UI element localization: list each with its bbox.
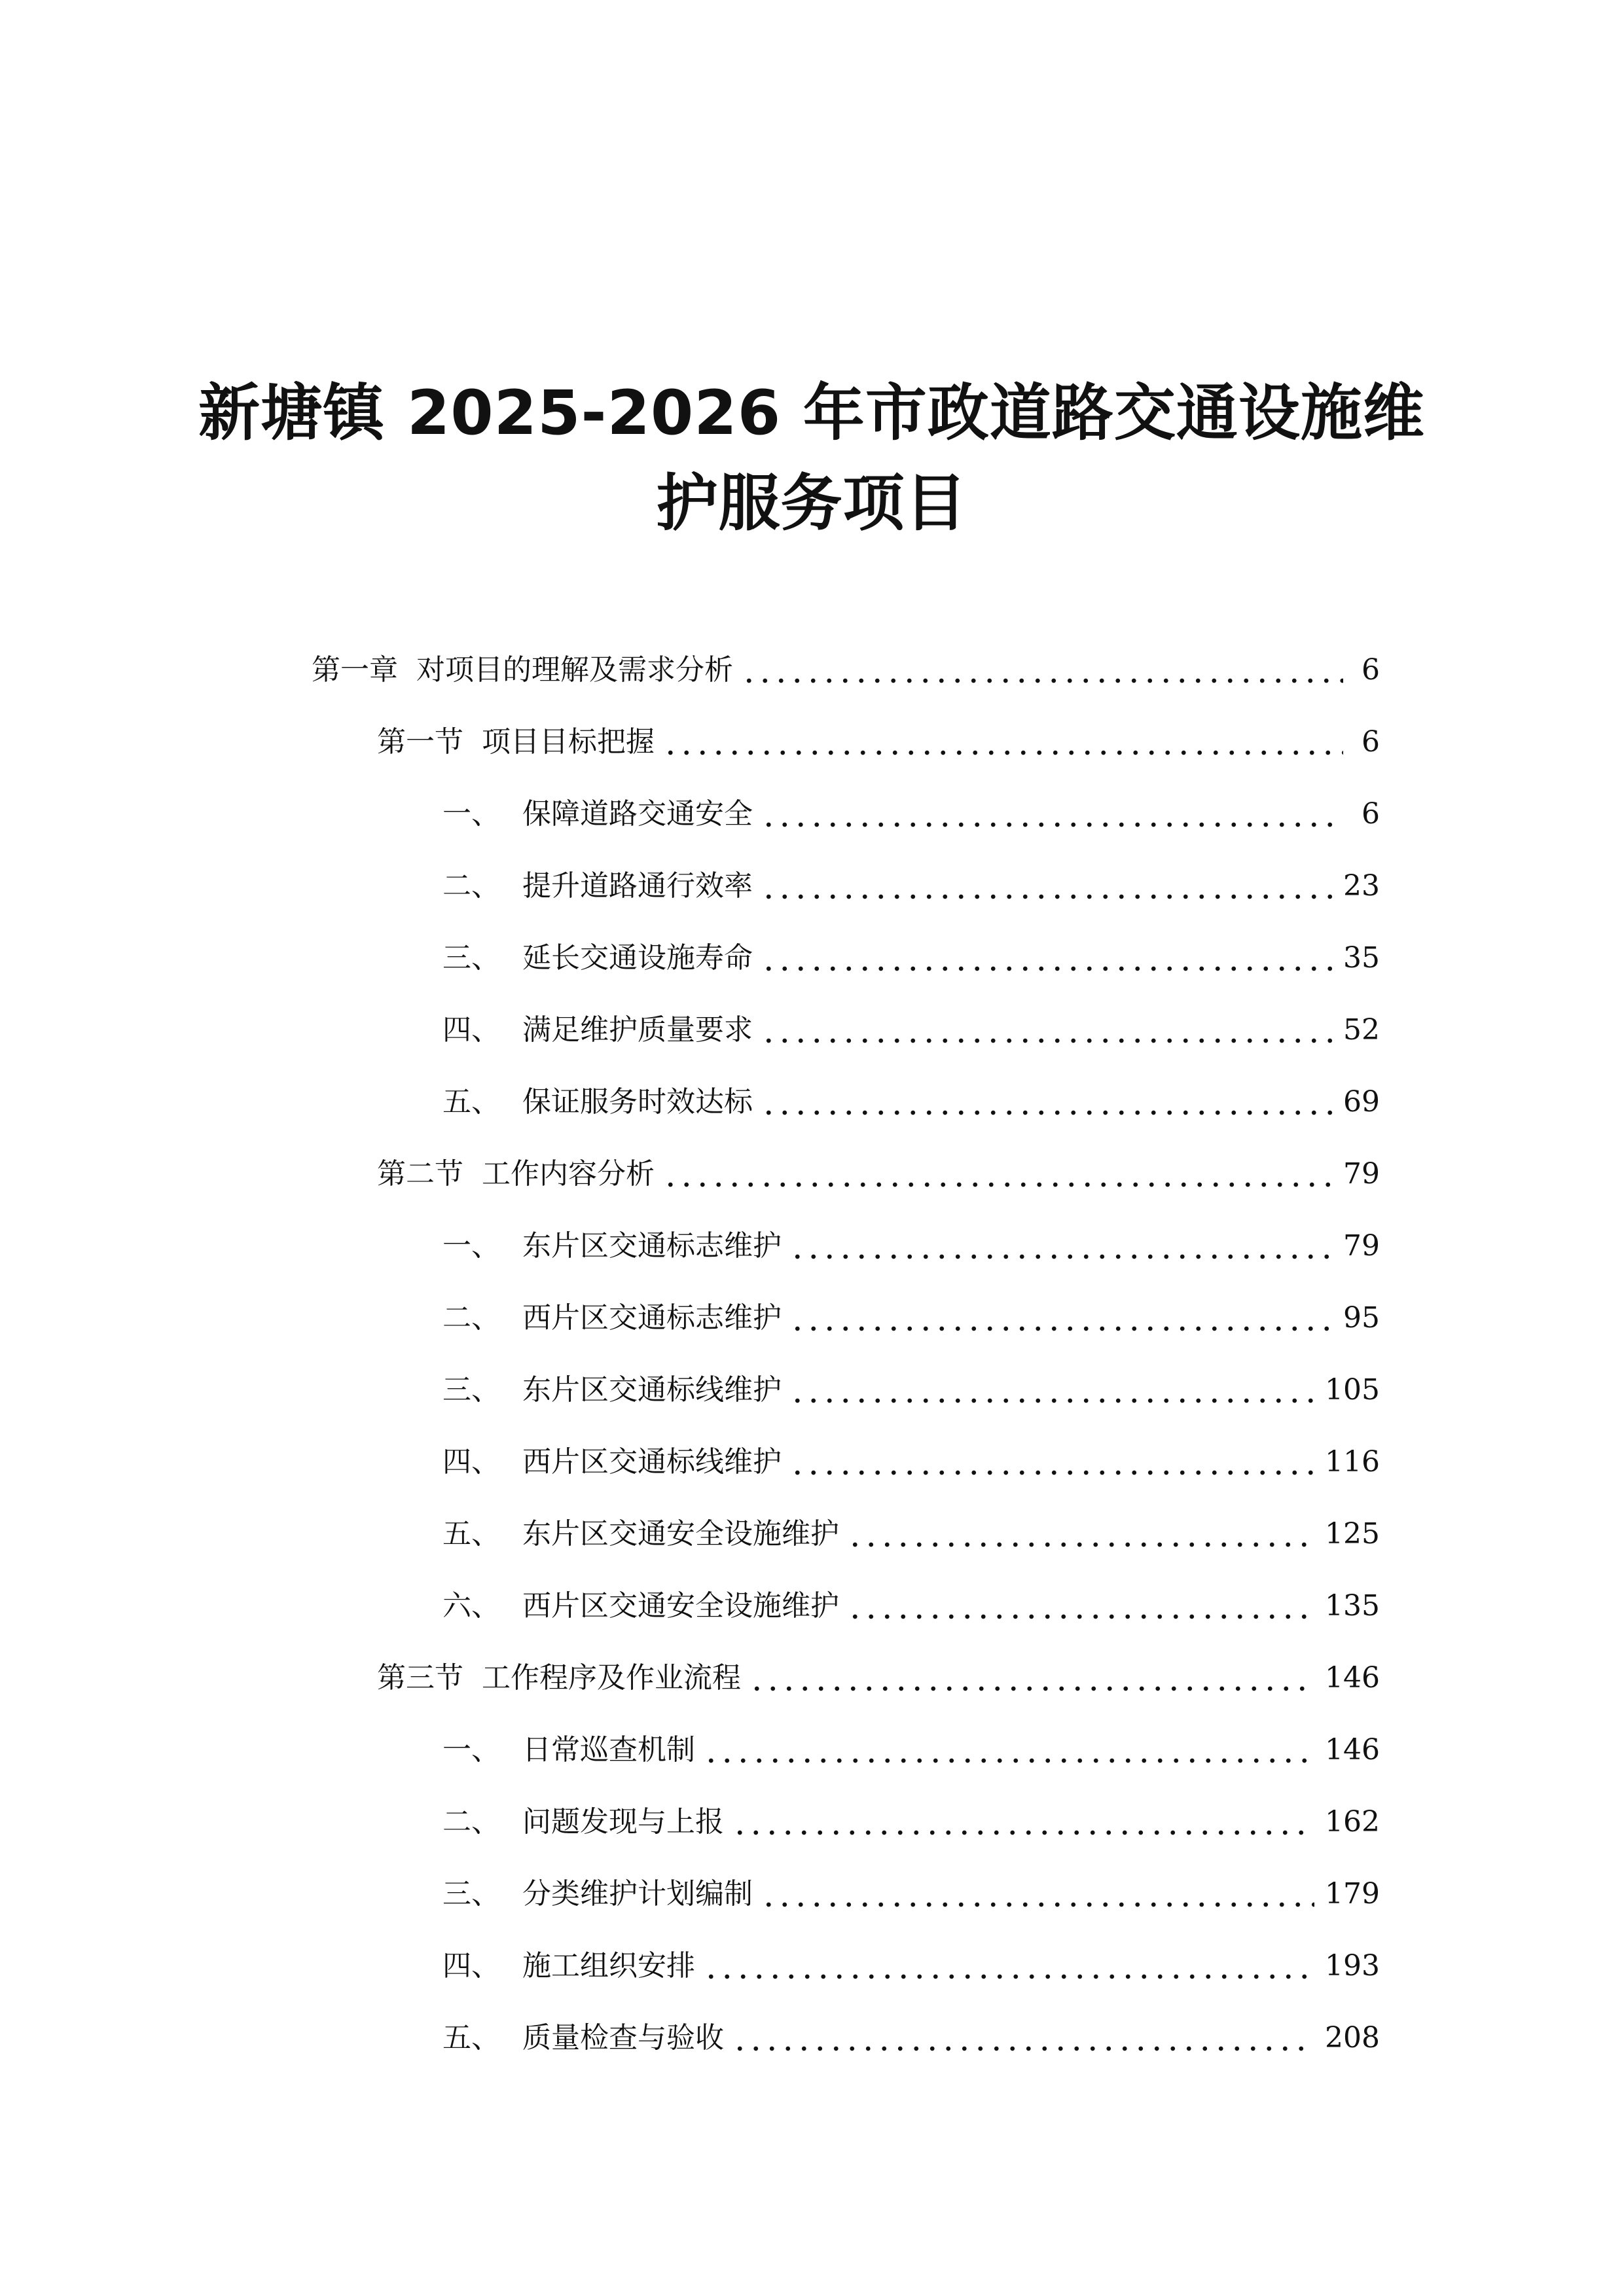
toc-entry-number: 五、: [442, 1517, 500, 1551]
toc-dot-leader: [732, 2015, 1314, 2061]
toc-entry-page-number: 6: [1362, 653, 1380, 687]
toc-entry-page-number: 125: [1325, 1517, 1380, 1551]
toc-entry-subsection[interactable]: [442, 1583, 1380, 1629]
toc-dot-leader: [761, 791, 1343, 837]
toc-entry-number: 第一节: [377, 725, 463, 759]
toc-entry-title: 西片区交通标志维护: [522, 1301, 782, 1335]
toc-entry-page-number: 162: [1325, 1805, 1380, 1839]
toc-dot-leader: [761, 1007, 1333, 1053]
toc-entry-subsection[interactable]: [442, 935, 1380, 981]
toc-entry-subsection[interactable]: [442, 1223, 1380, 1269]
toc-dot-leader: [761, 1871, 1314, 1917]
toc-entry-subsection[interactable]: [442, 1871, 1380, 1917]
toc-entry-number: 二、: [442, 1301, 500, 1335]
toc-dot-leader: [847, 1583, 1314, 1629]
toc-entry-page-number: 79: [1343, 1157, 1380, 1191]
toc-entry-title: 东片区交通安全设施维护: [522, 1517, 839, 1551]
toc-entry-number: 五、: [442, 1085, 500, 1119]
toc-dot-leader: [662, 1151, 1333, 1197]
toc-entry-page-number: 135: [1325, 1589, 1380, 1623]
toc-entry-subsection[interactable]: [442, 1727, 1380, 1773]
toc-entry-number: 一、: [442, 797, 500, 831]
toc-entry-page-number: 146: [1325, 1733, 1380, 1767]
toc-entry-page-number: 116: [1325, 1445, 1380, 1479]
toc-entry-title: 质量检查与验收: [522, 2021, 724, 2054]
toc-dot-leader: [761, 863, 1333, 909]
toc-entry-page-number: 105: [1325, 1373, 1380, 1407]
toc-entry-number: 五、: [442, 2021, 500, 2054]
toc-dot-leader: [847, 1511, 1314, 1557]
toc-entry-title: 保证服务时效达标: [522, 1085, 753, 1119]
toc-entry-title: 延长交通设施寿命: [522, 941, 753, 975]
toc-entry-number: 三、: [442, 941, 500, 975]
toc-dot-leader: [789, 1295, 1333, 1341]
toc-dot-leader: [703, 1943, 1314, 1989]
toc-entry-number: 三、: [442, 1877, 500, 1910]
toc-entry-title: 满足维护质量要求: [522, 1013, 753, 1047]
toc-entry-subsection[interactable]: [442, 1943, 1380, 1989]
toc-entry-title: 施工组织安排: [522, 1949, 695, 1982]
toc-entry-subsection[interactable]: [442, 1511, 1380, 1557]
toc-entry-number: 一、: [442, 1733, 500, 1767]
toc-entry-subsection[interactable]: [442, 1007, 1380, 1053]
toc-entry-number: 第一章: [312, 653, 398, 687]
toc-entry-chapter[interactable]: [312, 647, 1380, 693]
toc-entry-number: 六、: [442, 1589, 500, 1623]
toc-entry-subsection[interactable]: [442, 1439, 1380, 1485]
toc-dot-leader: [749, 1655, 1314, 1701]
toc-entry-title: 项目目标把握: [482, 725, 655, 759]
toc-entry-section[interactable]: [377, 1151, 1380, 1197]
toc-entry-section[interactable]: [377, 719, 1380, 765]
toc-entry-title: 东片区交通标线维护: [522, 1373, 782, 1407]
toc-entry-page-number: 193: [1325, 1949, 1380, 1982]
toc-dot-leader: [703, 1727, 1314, 1773]
toc-entry-title: 提升道路通行效率: [522, 869, 753, 903]
toc-entry-subsection[interactable]: [442, 1079, 1380, 1125]
toc-entry-title: 西片区交通安全设施维护: [522, 1589, 839, 1623]
toc-dot-leader: [789, 1367, 1314, 1413]
toc-entry-title: 工作程序及作业流程: [482, 1661, 741, 1695]
toc-entry-subsection[interactable]: [442, 791, 1380, 837]
toc-entry-number: 二、: [442, 1805, 500, 1839]
toc-dot-leader: [761, 935, 1333, 981]
toc-entry-page-number: 52: [1343, 1013, 1380, 1047]
toc-entry-subsection[interactable]: [442, 1367, 1380, 1413]
toc-dot-leader: [732, 1799, 1314, 1845]
toc-entry-title: 保障道路交通安全: [522, 797, 753, 831]
toc-dot-leader: [662, 719, 1343, 765]
toc-entry-title: 西片区交通标线维护: [522, 1445, 782, 1479]
toc-entry-page-number: 146: [1325, 1661, 1380, 1695]
toc-entry-page-number: 35: [1343, 941, 1380, 975]
toc-entry-title: 工作内容分析: [482, 1157, 655, 1191]
toc-entry-number: 四、: [442, 1013, 500, 1047]
toc-entry-page-number: 179: [1325, 1877, 1380, 1910]
toc-entry-subsection[interactable]: [442, 863, 1380, 909]
toc-dot-leader: [741, 647, 1343, 693]
title-line-2: 护服务项目: [656, 467, 967, 539]
toc-entry-page-number: 6: [1362, 797, 1380, 831]
toc-dot-leader: [789, 1439, 1314, 1485]
toc-entry-subsection[interactable]: [442, 2015, 1380, 2061]
toc-entry-number: 第三节: [377, 1661, 463, 1695]
toc-entry-title: 对项目的理解及需求分析: [416, 653, 733, 687]
toc-entry-page-number: 6: [1362, 725, 1380, 759]
toc-entry-section[interactable]: [377, 1655, 1380, 1701]
toc-entry-subsection[interactable]: [442, 1295, 1380, 1341]
toc-entry-number: 四、: [442, 1445, 500, 1479]
toc-entry-title: 东片区交通标志维护: [522, 1229, 782, 1263]
toc-entry-page-number: 95: [1343, 1301, 1380, 1335]
toc-entry-page-number: 69: [1343, 1085, 1380, 1119]
toc-dot-leader: [761, 1079, 1333, 1125]
toc-entry-number: 二、: [442, 869, 500, 903]
toc-entry-page-number: 23: [1343, 869, 1380, 903]
title-line-1: 新塘镇 2025-2026 年市政道路交通设施维: [198, 377, 1425, 449]
toc-entry-title: 问题发现与上报: [522, 1805, 724, 1839]
toc-dot-leader: [789, 1223, 1333, 1269]
toc-entry-number: 一、: [442, 1229, 500, 1263]
toc-entry-title: 日常巡查机制: [522, 1733, 695, 1767]
toc-entry-title: 分类维护计划编制: [522, 1877, 753, 1910]
toc-entry-page-number: 79: [1343, 1229, 1380, 1263]
toc-entry-page-number: 208: [1325, 2021, 1380, 2054]
toc-entry-number: 第二节: [377, 1157, 463, 1191]
toc-entry-number: 三、: [442, 1373, 500, 1407]
toc-entry-number: 四、: [442, 1949, 500, 1982]
toc-entry-subsection[interactable]: [442, 1799, 1380, 1845]
